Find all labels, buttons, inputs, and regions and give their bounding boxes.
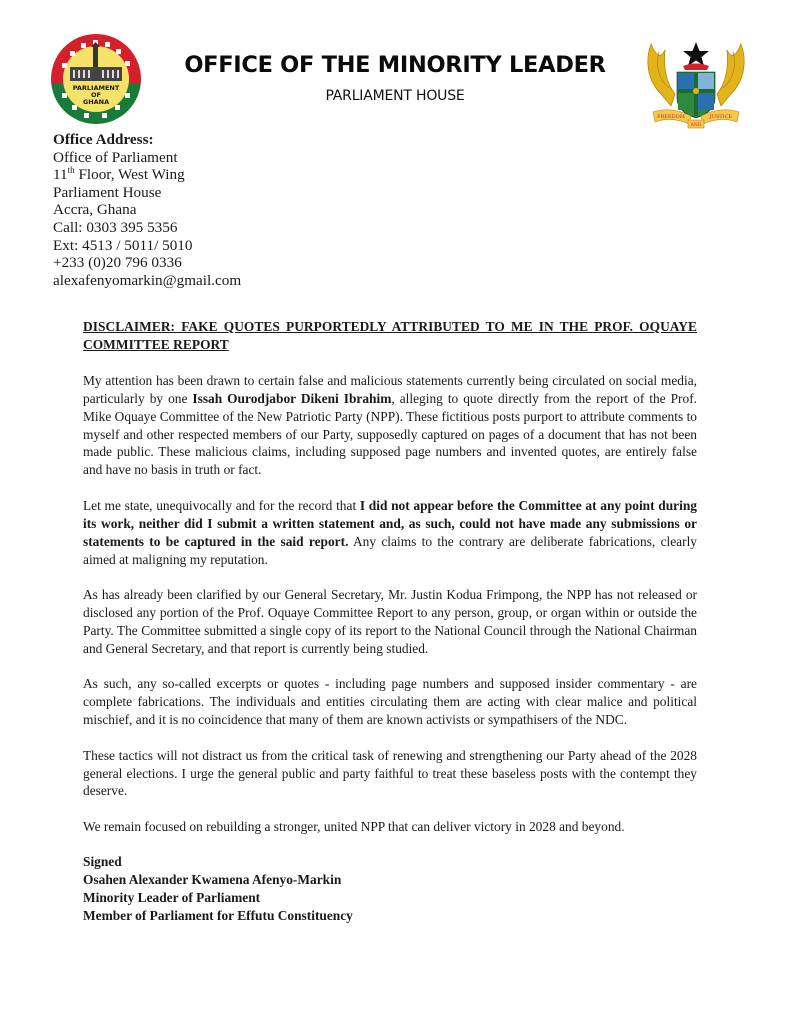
floor-suffix: th (67, 165, 75, 176)
address-line: Office of Parliament (53, 148, 178, 166)
email-address: alexafenyomarkin@gmail.com (53, 271, 242, 289)
seal-text-line-1: PARLIAMENT (72, 84, 120, 92)
phone-number: Call: 0303 395 5356 (53, 218, 178, 236)
office-address (53, 131, 241, 289)
floor-number: 11 (53, 166, 68, 184)
signatory-name: Osahen Alexander Kwamena Afenyo-Markin (83, 872, 342, 888)
paragraph-text: My attention has been drawn to certain false and malicious statements currently being circulated on social media, particularly by one (83, 372, 697, 406)
phone-extensions: Ext: 4513 / 5011/ 5010 (53, 236, 193, 254)
ghana-coat-of-arms-icon (641, 36, 751, 130)
paragraph-text: , alleging to quote directly from the report of the Prof. Mike Oquaye Committee of the New Patriotic Party (NPP). These fictitious posts purport to attribute comments to myself and other respected members of our Party, supposedly captured on pages of a document that has not been made public. These malicious claims, including supposed page numbers and invented quotes, are entirely false and have no basis in truth or fact. (83, 390, 698, 478)
office-subtitle: PARLIAMENT HOUSE (325, 88, 465, 104)
paragraph-5: These tactics will not distract us from the critical task of renewing and strengthening our Party ahead of the 2028 general elections. I urge the general public and party faithful to treat these baseless posts with the contempt they deserve. (83, 747, 697, 799)
signatory-role: Minority Leader of Parliament (83, 890, 261, 906)
office-title: OFFICE OF THE MINORITY LEADER (184, 52, 606, 78)
address-line: Accra, Ghana (53, 201, 137, 219)
floor-text: Floor, West Wing (74, 166, 185, 184)
motto-word-1: FREEDOM (657, 114, 685, 120)
paragraph-text: Any claims to the contrary are deliberate fabrications, clearly aimed at maligning my reputation. (83, 533, 697, 567)
paragraph-1 (83, 372, 697, 479)
parliament-of-ghana-seal-icon (50, 33, 142, 125)
signed-label: Signed (83, 854, 122, 870)
paragraph-text: Let me state, unequivocally and for the record that (83, 497, 360, 513)
paragraph-4: As such, any so-called excerpts or quotes - including page numbers and supposed insider commentary - are complete fabrications. The individuals and entities circulating them are acting with clear malice and political mischief, and it is no coincidence that many of them are known activists or sympathisers of the NDC. (83, 676, 697, 728)
bold-statement: I did not appear before the Committee at any point during its work, neither did I submit a written statement and, as such, could not have made any submissions or statements to be captured in the said report. (83, 497, 697, 549)
paragraph-3: As has already been clarified by our General Secretary, Mr. Justin Kodua Frimpong, the NPP has not released or disclosed any portion of the Prof. Oquaye Committee Report to any person, group, or organ within or outside the Party. The Committee submitted a single copy of its report to the National Council through the National Chairman and General Secretary, and that report is currently being studied. (83, 587, 697, 656)
motto-word-3: JUSTICE (709, 114, 733, 120)
address-label: Office Address: (53, 131, 154, 148)
seal-text-line-2: OF (91, 91, 101, 99)
signature-block (83, 853, 697, 925)
mobile-number: +233 (0)20 796 0336 (53, 254, 182, 272)
seal-text-line-3: GHANA (82, 98, 110, 106)
paragraph-6: We remain focused on rebuilding a stronger, united NPP that can deliver victory in 2028 and beyond. (83, 818, 625, 834)
paragraph-2 (83, 497, 697, 569)
address-line-floor (53, 166, 241, 184)
signatory-constituency: Member of Parliament for Effutu Constituency (83, 908, 353, 924)
address-line: Parliament House (53, 183, 162, 201)
document-title: DISCLAIMER: FAKE QUOTES PURPORTEDLY ATTRIBUTED TO ME IN THE PROF. OQUAYE COMMITTEE REPORT (83, 319, 697, 352)
document-body (83, 318, 697, 925)
bold-name: Issah Ourodjabor Dikeni Ibrahim (192, 390, 392, 406)
motto-word-2: AND (690, 123, 702, 128)
